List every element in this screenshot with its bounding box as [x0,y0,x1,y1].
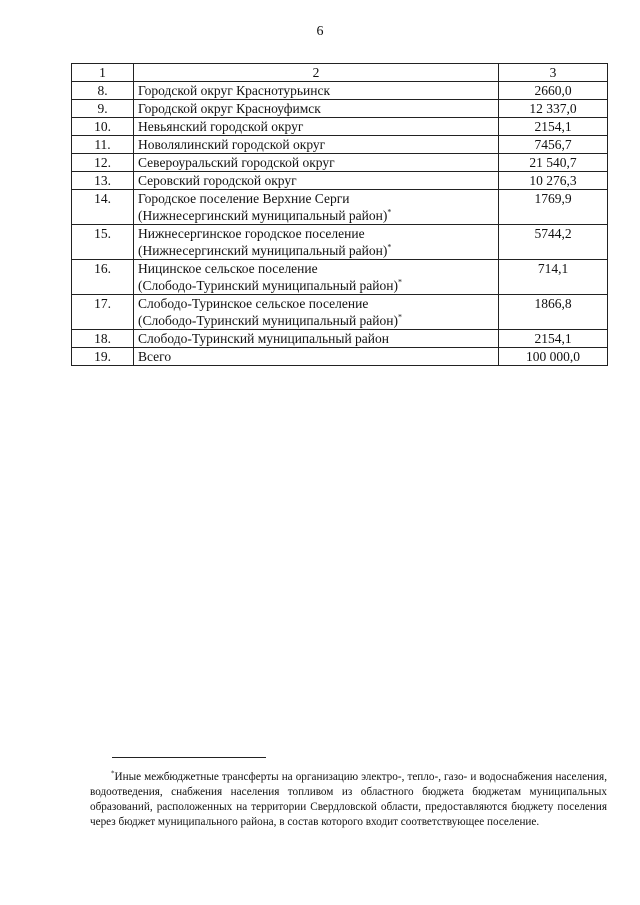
municipality-name-line2: (Нижнесергинский муниципальный район) [138,243,388,258]
municipality-name-cell [134,172,499,190]
amount-cell: 2154,1 [499,330,608,348]
footnote-mark: * [111,769,115,778]
row-number-cell: 12. [72,154,134,172]
table-row [72,100,608,118]
header-cell-1: 1 [72,64,134,82]
municipality-name-line1: Городское поселение Верхние Серги [138,191,350,206]
municipality-name-line2: (Нижнесергинский муниципальный район) [138,208,388,223]
amount-cell: 1769,9 [499,190,608,225]
amount-cell: 10 276,3 [499,172,608,190]
amount-cell: 714,1 [499,260,608,295]
footnote-reference-mark: * [387,207,392,217]
row-number-cell: 14. [72,190,134,225]
municipality-name-cell [134,100,499,118]
municipality-name-cell [134,225,499,260]
table-row [72,295,608,330]
municipality-name-line1: Городской округ Краснотурьинск [138,83,331,98]
municipality-name-cell [134,190,499,225]
row-number-cell: 10. [72,118,134,136]
amount-cell: 100 000,0 [499,348,608,366]
amount-cell: 21 540,7 [499,154,608,172]
footnote [90,770,607,830]
row-number-cell: 18. [72,330,134,348]
municipality-name-line1: Ницинское сельское поселение [138,261,318,276]
table-row [72,260,608,295]
amount-cell: 5744,2 [499,225,608,260]
amount-cell: 7456,7 [499,136,608,154]
table-row [72,136,608,154]
transfers-table [71,63,608,366]
header-cell-2: 2 [134,64,499,82]
municipality-name-line1: Всего [138,349,172,364]
amount-cell: 12 337,0 [499,100,608,118]
row-number-cell: 16. [72,260,134,295]
table-row [72,172,608,190]
amount-cell: 2660,0 [499,82,608,100]
row-number-cell: 8. [72,82,134,100]
footnote-reference-mark: * [397,312,402,322]
page-number: 6 [316,24,324,39]
footnote-reference-mark: * [397,277,402,287]
amount-cell: 2154,1 [499,118,608,136]
header-cell-3: 3 [499,64,608,82]
table-row [72,225,608,260]
footnote-text: Иные межбюджетные трансферты на организацию электро-, тепло-, газо- и водоснабжения населения, водоотведения, снабжения населения топливом из областного бюджета бюджетам муниципальных образований, расположенных на территории Свердловской области, предоставляются бюджету поселения через бюджет муниципального района, в состав которого входит соответствующее поселение. [90,771,607,828]
municipality-name-cell [134,348,499,366]
municipality-name-line1: Городской округ Красноуфимск [138,101,321,116]
municipality-name-cell [134,295,499,330]
row-number-cell: 11. [72,136,134,154]
municipality-name-line1: Невьянский городской округ [138,119,304,134]
municipality-name-line1: Нижнесергинское городское поселение [138,226,365,241]
municipality-name-cell [134,260,499,295]
municipality-name-line1: Слободо-Туринское сельское поселение [138,296,369,311]
municipality-name-cell [134,330,499,348]
table-header-row [72,64,608,82]
table-row [72,190,608,225]
municipality-name-cell [134,118,499,136]
municipality-name-line2: (Слободо-Туринский муниципальный район) [138,278,398,293]
footnote-reference-mark: * [387,242,392,252]
municipality-name-line2: (Слободо-Туринский муниципальный район) [138,313,398,328]
municipality-name-cell [134,82,499,100]
footnote-divider [112,757,266,758]
table-row [72,154,608,172]
table-row [72,82,608,100]
table-row [72,348,608,366]
row-number-cell: 17. [72,295,134,330]
municipality-name-line1: Новолялинский городской округ [138,137,326,152]
municipality-name-cell [134,154,499,172]
municipality-name-cell [134,136,499,154]
row-number-cell: 9. [72,100,134,118]
row-number-cell: 13. [72,172,134,190]
municipality-name-line1: Слободо-Туринский муниципальный район [138,331,389,346]
row-number-cell: 15. [72,225,134,260]
table-row [72,118,608,136]
municipality-name-line1: Серовский городской округ [138,173,297,188]
municipality-name-line1: Североуральский городской округ [138,155,335,170]
amount-cell: 1866,8 [499,295,608,330]
table-row [72,330,608,348]
row-number-cell: 19. [72,348,134,366]
